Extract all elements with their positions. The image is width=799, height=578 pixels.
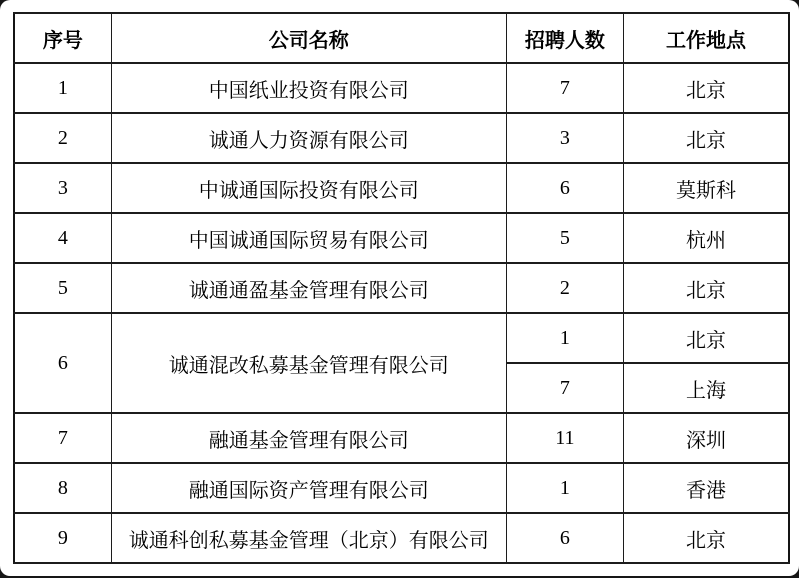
company-name-cell: 诚通人力资源有限公司 — [111, 113, 506, 163]
table-row — [14, 213, 789, 263]
header-cell-company: 公司名称 — [111, 13, 506, 63]
table-row — [14, 313, 789, 363]
company-name-cell: 中诚通国际投资有限公司 — [111, 163, 506, 213]
table-row — [14, 413, 789, 463]
company-name-cell: 诚通通盈基金管理有限公司 — [111, 263, 506, 313]
company-name-cell: 诚通科创私募基金管理（北京）有限公司 — [111, 513, 506, 563]
work-location-cell: 北京 — [624, 63, 789, 113]
table-row — [14, 463, 789, 513]
recruit-count-cell: 1 — [506, 463, 623, 513]
header-cell-count: 招聘人数 — [506, 13, 623, 63]
recruit-count-cell: 5 — [506, 213, 623, 263]
work-location-cell: 上海 — [624, 363, 789, 413]
row-number-cell: 8 — [14, 463, 111, 513]
table-row — [14, 263, 789, 313]
row-number-cell: 5 — [14, 263, 111, 313]
table-body — [14, 63, 789, 563]
row-number-cell: 7 — [14, 413, 111, 463]
header-cell-location: 工作地点 — [624, 13, 789, 63]
table-row — [14, 513, 789, 563]
work-location-cell: 北京 — [624, 263, 789, 313]
work-location-cell: 北京 — [624, 113, 789, 163]
recruitment-table — [13, 12, 790, 564]
header-row — [14, 13, 789, 63]
recruit-count-cell: 2 — [506, 263, 623, 313]
row-number-cell: 9 — [14, 513, 111, 563]
table-row — [14, 163, 789, 213]
recruit-count-cell: 7 — [506, 363, 623, 413]
company-name-cell: 诚通混改私募基金管理有限公司 — [111, 313, 506, 413]
recruit-count-cell: 11 — [506, 413, 623, 463]
row-number-cell: 1 — [14, 63, 111, 113]
company-name-cell: 融通基金管理有限公司 — [111, 413, 506, 463]
table-header — [14, 13, 789, 63]
recruit-count-cell: 1 — [506, 313, 623, 363]
recruit-count-cell: 7 — [506, 63, 623, 113]
company-name-cell: 中国诚通国际贸易有限公司 — [111, 213, 506, 263]
work-location-cell: 北京 — [624, 513, 789, 563]
row-number-cell: 3 — [14, 163, 111, 213]
table-row — [14, 63, 789, 113]
work-location-cell: 杭州 — [624, 213, 789, 263]
company-name-cell: 中国纸业投资有限公司 — [111, 63, 506, 113]
company-name-cell: 融通国际资产管理有限公司 — [111, 463, 506, 513]
work-location-cell: 香港 — [624, 463, 789, 513]
recruit-count-cell: 6 — [506, 163, 623, 213]
table-row — [14, 113, 789, 163]
work-location-cell: 深圳 — [624, 413, 789, 463]
row-number-cell: 4 — [14, 213, 111, 263]
header-cell-number: 序号 — [14, 13, 111, 63]
recruit-count-cell: 6 — [506, 513, 623, 563]
work-location-cell: 北京 — [624, 313, 789, 363]
work-location-cell: 莫斯科 — [624, 163, 789, 213]
row-number-cell: 6 — [14, 313, 111, 413]
recruit-count-cell: 3 — [506, 113, 623, 163]
row-number-cell: 2 — [14, 113, 111, 163]
